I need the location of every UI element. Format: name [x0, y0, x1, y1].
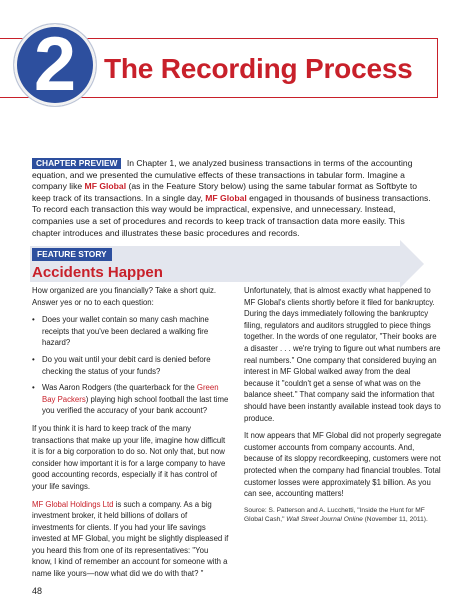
- feature-story-label: FEATURE STORY: [32, 248, 112, 261]
- chapter-number-badge: 2: [14, 24, 96, 106]
- feature-paragraph: It now appears that MF Global did not properly segregate customer accounts from company accounts. And, because of its sloppy recordkeeping, customers were not protected when the company had financial troubles. Total customer losses were approximately $1 billion. As you can see, accounting matters!: [244, 431, 442, 499]
- preview-text-3: engaged in thousands of business transactions. To record each transaction this way would be impractical, expensive, and unnecessary. Instead, companies use a set of procedures and records to keep track of transaction data more easily. This chapter introduces and illustrates these basic procedures and records.: [32, 192, 431, 238]
- source-text: (November 11, 2011).: [362, 515, 428, 523]
- feature-paragraph: If you think it is hard to keep track of the many transactions that make up your life, imagine how difficult it is for a big corporation to do so. Not only that, but now consider how important it is for a large company to have good accounting records, especially if it has control of your life savings.: [32, 423, 226, 491]
- list-item: [32, 354, 230, 377]
- chapter-preview: [32, 158, 434, 239]
- feature-paragraph: Unfortunately, that is almost exactly what happened to MF Global's clients shortly before it filed for bankruptcy. During the days immediately following the bankruptcy filing, regulators and auditors struggled to piece things together. In the words of one regulator, "Their books are a disaster . . . we're trying to figure out what numbers are real numbers." One company that considered buying an interest in MF Global walked away from the deal because it "couldn't get a sense of what was on the balance sheet." That company said the information that should have been instantly available instead took days to produce.: [244, 286, 441, 423]
- quiz-list: [32, 314, 230, 417]
- feature-left-column: [32, 285, 230, 586]
- feature-story-title: Accidents Happen: [32, 264, 163, 281]
- bullet-text: Do you wait until your debit card is denied before checking the status of your funds?: [42, 354, 211, 376]
- green-bay-packers-link[interactable]: Green Bay Packers: [42, 383, 219, 404]
- bullet-icon: •: [32, 315, 35, 325]
- source-publication: Wall Street Journal Online: [286, 515, 363, 523]
- source-text: Source: S. Patterson and A. Lucchetti, "Inside the Hunt for MF Global Cash,": [244, 506, 425, 523]
- preview-company-link[interactable]: MF Global: [84, 181, 127, 192]
- preview-text-1: In Chapter 1, we analyzed business transactions in terms of the accounting equation, and we presented the cumulative effects of these transactions in tabular form. Imagine a company like: [32, 158, 413, 192]
- mf-global-link[interactable]: MF Global Holdings Ltd: [32, 499, 114, 509]
- feature-intro: How organized are you financially? Take a short quiz. Answer yes or no to each question:: [32, 286, 217, 307]
- source-citation: [244, 506, 442, 524]
- bullet-text: Does your wallet contain so many cash machine receipts that you've been declared a walking fire hazard?: [42, 315, 209, 348]
- feature-right-column: [244, 285, 442, 530]
- preview-text-2: (as in the Feature Story below) using the same tabular format as Softbyte to keep track of its transactions. In a single day,: [32, 181, 417, 203]
- page-number: 48: [32, 586, 43, 596]
- feature-paragraph: [32, 499, 230, 580]
- preview-company-2: MF Global: [205, 192, 247, 203]
- feature-arrow-icon: [400, 240, 424, 288]
- chapter-title: The Recording Process: [104, 53, 413, 84]
- feature-paragraph-text: is such a company. As a big investment broker, it held billions of dollars of investments for clients. If you had your life savings invested at MF Global, you might be slightly displeased if you heard this from one of its representatives: "You know, I kind of remember an account for someone with a name like yours—now what did we do with that? ": [32, 499, 229, 579]
- chapter-preview-label: CHAPTER PREVIEW: [32, 158, 121, 169]
- bullet-icon: •: [32, 354, 35, 364]
- list-item: [32, 314, 230, 349]
- bullet-text: ) playing high school football the last time you verified the accuracy of your bank account?: [42, 394, 229, 416]
- bullet-text: Was Aaron Rodgers (the quarterback for the: [42, 383, 197, 393]
- bullet-icon: •: [32, 383, 35, 393]
- list-item: [32, 382, 230, 417]
